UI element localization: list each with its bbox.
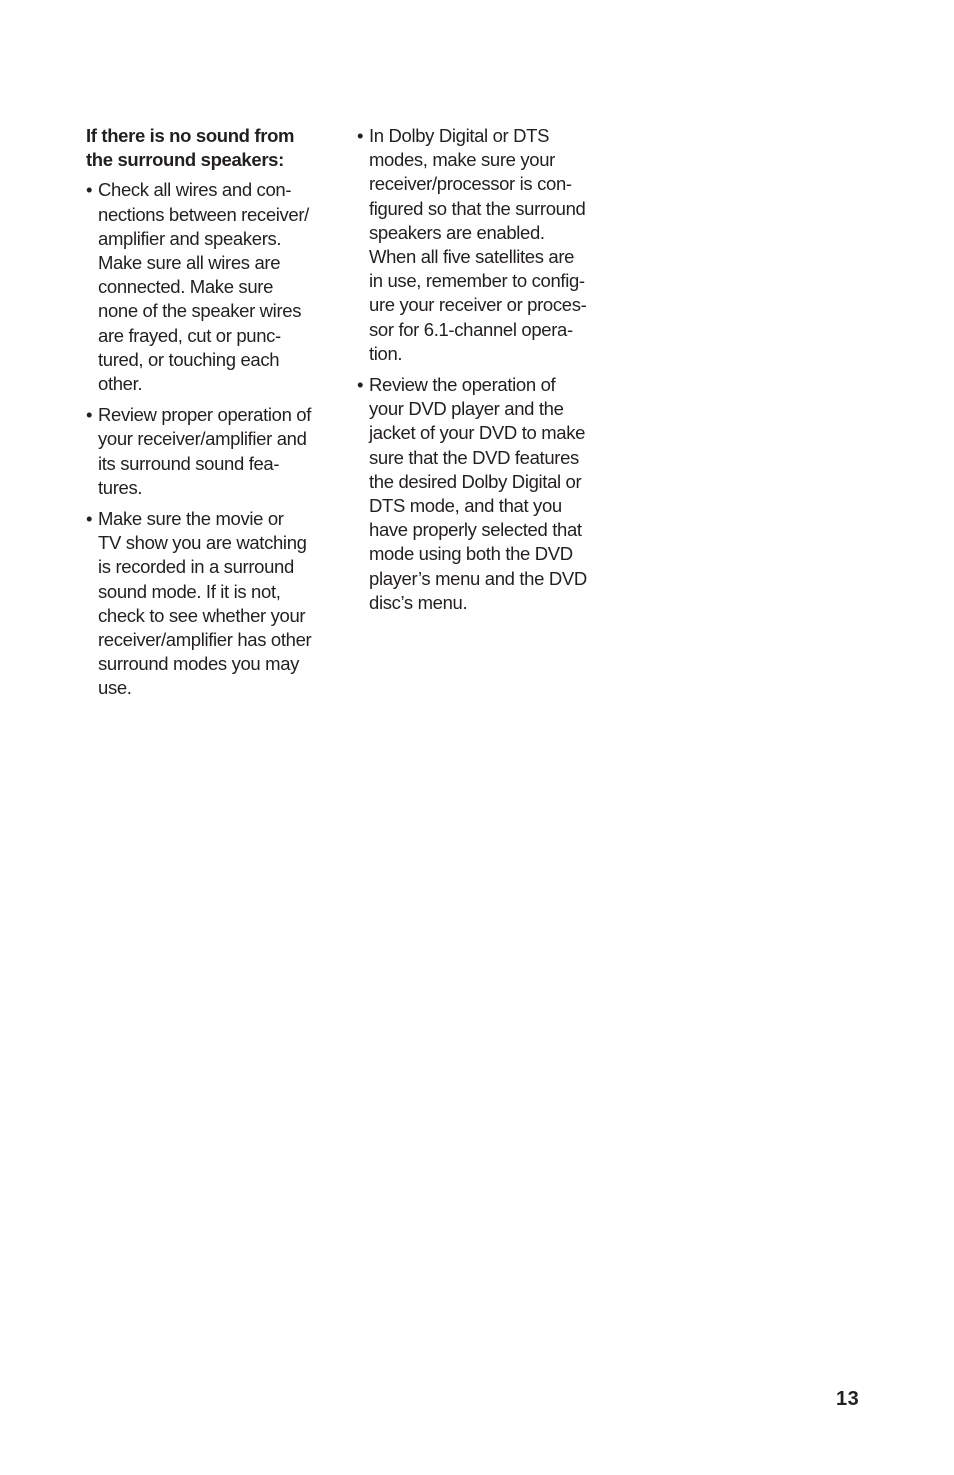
bullet-icon: • bbox=[357, 374, 364, 396]
text-line: amplifier and speakers. bbox=[98, 227, 282, 249]
list-item bbox=[86, 507, 326, 701]
section-heading bbox=[86, 124, 326, 172]
text-line: sure that the DVD features bbox=[369, 446, 579, 468]
text-line: your DVD player and the bbox=[369, 398, 564, 420]
heading-line: the surround speakers: bbox=[86, 149, 284, 171]
text-line: are frayed, cut or punc- bbox=[98, 324, 281, 346]
text-line: your receiver/amplifier and bbox=[98, 428, 307, 450]
text-line: Review the operation of bbox=[369, 374, 556, 396]
bullet-icon: • bbox=[86, 179, 93, 201]
text-line: TV show you are watching bbox=[98, 532, 307, 554]
text-line: ure your receiver or proces- bbox=[369, 294, 587, 316]
text-line: nections between receiver/ bbox=[98, 203, 309, 225]
bullet-icon: • bbox=[357, 125, 364, 146]
heading-line: If there is no sound from bbox=[86, 125, 295, 146]
text-line: in use, remember to config- bbox=[369, 270, 585, 292]
text-line: sound mode. If it is not, bbox=[98, 580, 281, 602]
text-line: DTS mode, and that you bbox=[369, 495, 562, 517]
text-line: player’s menu and the DVD bbox=[369, 567, 587, 589]
text-line: receiver/amplifier has other bbox=[98, 629, 312, 651]
text-line: tures. bbox=[98, 476, 143, 498]
text-line: When all five satellites are bbox=[369, 246, 575, 268]
list-item bbox=[357, 373, 597, 615]
text-line: Review proper operation of bbox=[98, 404, 312, 426]
text-line: sor for 6.1-channel opera- bbox=[369, 318, 573, 340]
text-line: figured so that the surround bbox=[369, 197, 586, 219]
text-line: connected. Make sure bbox=[98, 276, 274, 298]
text-line: modes, make sure your bbox=[369, 149, 555, 171]
text-line: check to see whether your bbox=[98, 604, 306, 626]
text-line: Make sure all wires are bbox=[98, 252, 281, 274]
text-line: In Dolby Digital or DTS bbox=[369, 125, 550, 146]
text-line: have properly selected that bbox=[369, 519, 582, 541]
right-column bbox=[357, 124, 597, 622]
list-item bbox=[357, 124, 597, 366]
text-line: tion. bbox=[369, 342, 403, 364]
text-line: disc’s menu. bbox=[369, 591, 468, 613]
text-line: speakers are enabled. bbox=[369, 221, 545, 243]
text-line: its surround sound fea- bbox=[98, 452, 280, 474]
text-line: surround modes you may bbox=[98, 653, 300, 675]
left-column bbox=[86, 124, 326, 708]
text-line: the desired Dolby Digital or bbox=[369, 470, 582, 492]
list-item bbox=[86, 403, 326, 500]
text-line: use. bbox=[98, 677, 132, 699]
text-line: jacket of your DVD to make bbox=[369, 422, 586, 444]
page-number: 13 bbox=[836, 1388, 860, 1410]
text-line: receiver/processor is con- bbox=[369, 173, 572, 195]
bullet-icon: • bbox=[86, 508, 93, 530]
list-item bbox=[86, 178, 326, 396]
bullet-icon: • bbox=[86, 404, 93, 426]
text-line: tured, or touching each bbox=[98, 348, 280, 370]
text-line: Make sure the movie or bbox=[98, 508, 284, 530]
text-line: mode using both the DVD bbox=[369, 543, 573, 565]
text-line: none of the speaker wires bbox=[98, 300, 302, 322]
text-line: Check all wires and con- bbox=[98, 179, 292, 201]
text-line: other. bbox=[98, 373, 143, 395]
text-line: is recorded in a surround bbox=[98, 556, 294, 578]
